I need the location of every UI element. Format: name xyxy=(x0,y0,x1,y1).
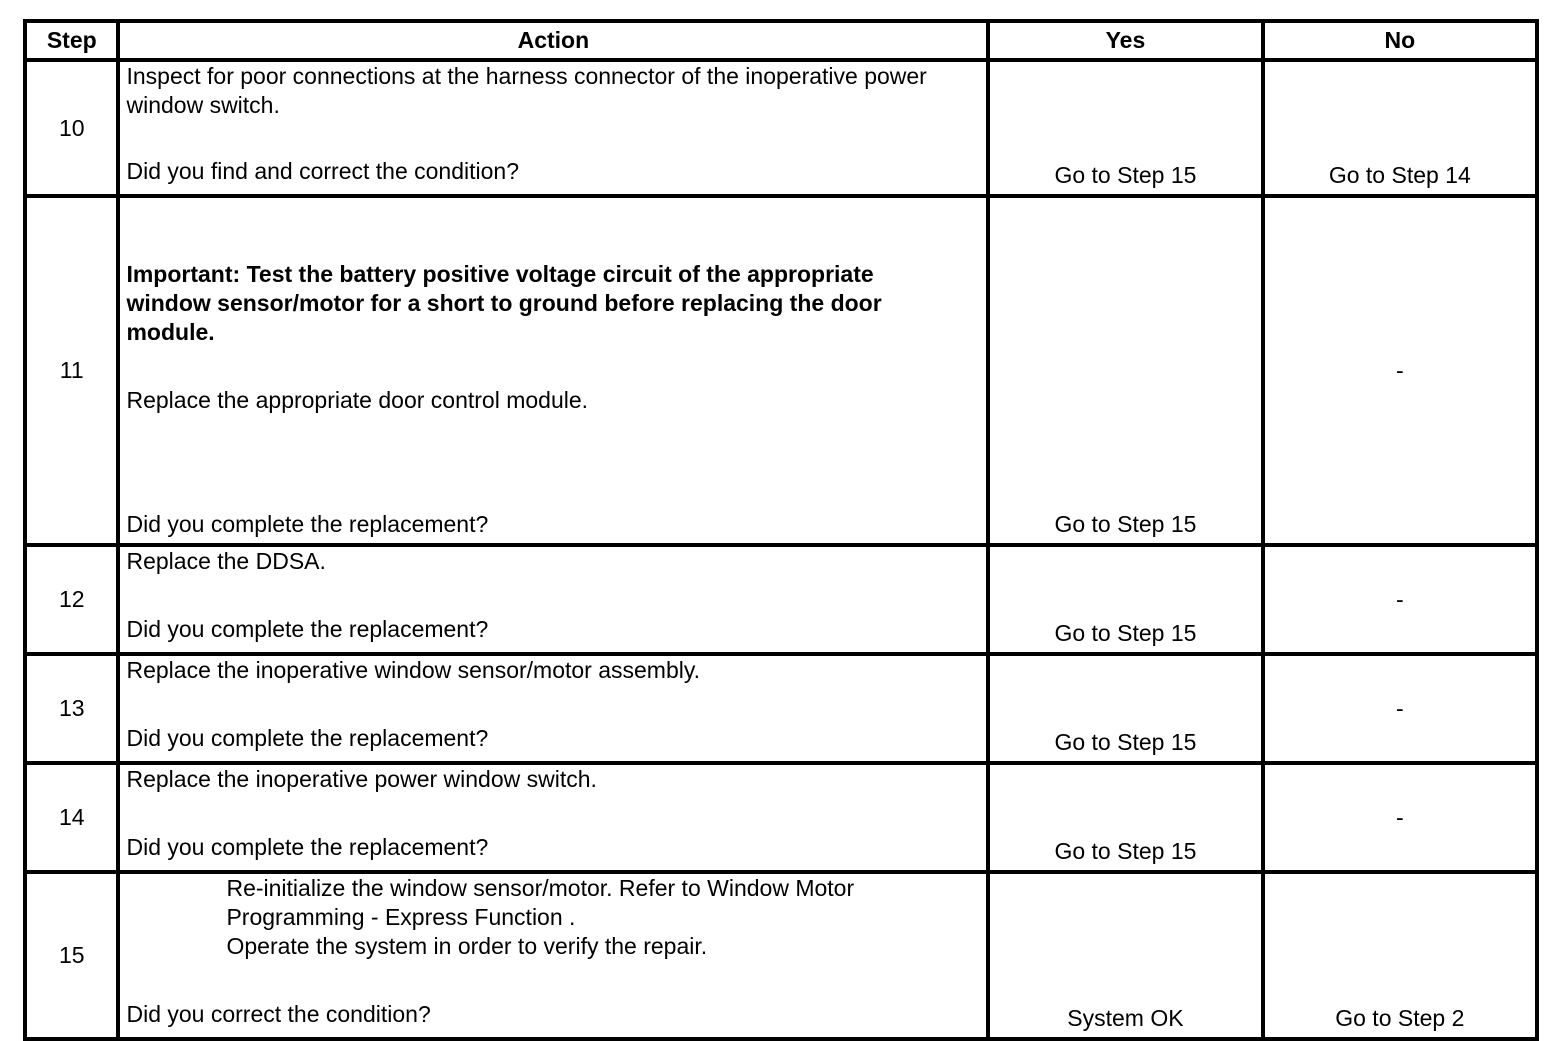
no-result: - xyxy=(1395,695,1404,721)
question-text: Did you complete the replacement? xyxy=(126,725,489,751)
table-row xyxy=(25,763,1537,872)
no-result: - xyxy=(1395,357,1404,383)
step-number: 10 xyxy=(25,60,118,196)
step-number: 11 xyxy=(25,196,118,545)
header-yes: Yes xyxy=(988,21,1262,60)
action-cell xyxy=(118,763,988,872)
action-text: Operate the system in order to verify the repair. xyxy=(226,933,708,959)
step-number: 13 xyxy=(25,654,118,763)
no-cell xyxy=(1263,545,1537,654)
question-text: Did you complete the replacement? xyxy=(126,511,489,537)
action-cell xyxy=(118,872,988,1039)
question-text: Did you correct the condition? xyxy=(126,1001,431,1027)
no-result: - xyxy=(1395,804,1404,830)
no-cell xyxy=(1263,763,1537,872)
step-number: 12 xyxy=(25,545,118,654)
important-note: Important: Test the battery positive voltage circuit of the appropriate window sensor/motor for a short to ground before replacing the door module. xyxy=(126,261,882,345)
yes-result: Go to Step 15 xyxy=(1054,838,1197,864)
action-text: Replace the DDSA. xyxy=(126,548,326,574)
action-cell xyxy=(118,545,988,654)
yes-cell xyxy=(988,654,1262,763)
table-row xyxy=(25,654,1537,763)
question-text: Did you complete the replacement? xyxy=(126,616,489,642)
step-number: 14 xyxy=(25,763,118,872)
yes-cell xyxy=(988,872,1262,1039)
no-result: Go to Step 2 xyxy=(1335,1005,1465,1031)
no-result: Go to Step 14 xyxy=(1328,162,1471,188)
no-result: - xyxy=(1395,586,1404,612)
yes-cell xyxy=(988,60,1262,196)
table-row xyxy=(25,60,1537,196)
header-action: Action xyxy=(118,21,988,60)
action-cell xyxy=(118,196,988,545)
action-text: Re-initialize the window sensor/motor. Refer to Window Motor Programming - Express Function . xyxy=(226,875,855,930)
yes-result: System OK xyxy=(1067,1005,1184,1031)
table-row xyxy=(25,196,1537,545)
yes-result: Go to Step 15 xyxy=(1054,162,1197,188)
yes-result: Go to Step 15 xyxy=(1054,620,1197,646)
question-text: Did you complete the replacement? xyxy=(126,834,489,860)
action-text: Inspect for poor connections at the harness connector of the inoperative power window switch. xyxy=(126,63,927,118)
header-step: Step xyxy=(25,21,118,60)
action-text: Replace the inoperative window sensor/motor assembly. xyxy=(126,657,701,683)
header-no: No xyxy=(1263,21,1537,60)
no-cell xyxy=(1263,872,1537,1039)
header-row xyxy=(25,21,1537,60)
no-cell xyxy=(1263,654,1537,763)
action-text: Replace the inoperative power window switch. xyxy=(126,766,597,792)
no-cell xyxy=(1263,60,1537,196)
action-text: Replace the appropriate door control module. xyxy=(126,387,589,413)
yes-cell xyxy=(988,763,1262,872)
no-cell xyxy=(1263,196,1537,545)
question-text: Did you find and correct the condition? xyxy=(126,158,519,184)
yes-cell xyxy=(988,196,1262,545)
action-cell xyxy=(118,60,988,196)
yes-result: Go to Step 15 xyxy=(1054,511,1197,537)
yes-cell xyxy=(988,545,1262,654)
yes-result: Go to Step 15 xyxy=(1054,729,1197,755)
action-cell xyxy=(118,654,988,763)
table-row xyxy=(25,545,1537,654)
table-row xyxy=(25,872,1537,1039)
step-number: 15 xyxy=(25,872,118,1039)
diagnostic-table xyxy=(23,19,1539,1041)
